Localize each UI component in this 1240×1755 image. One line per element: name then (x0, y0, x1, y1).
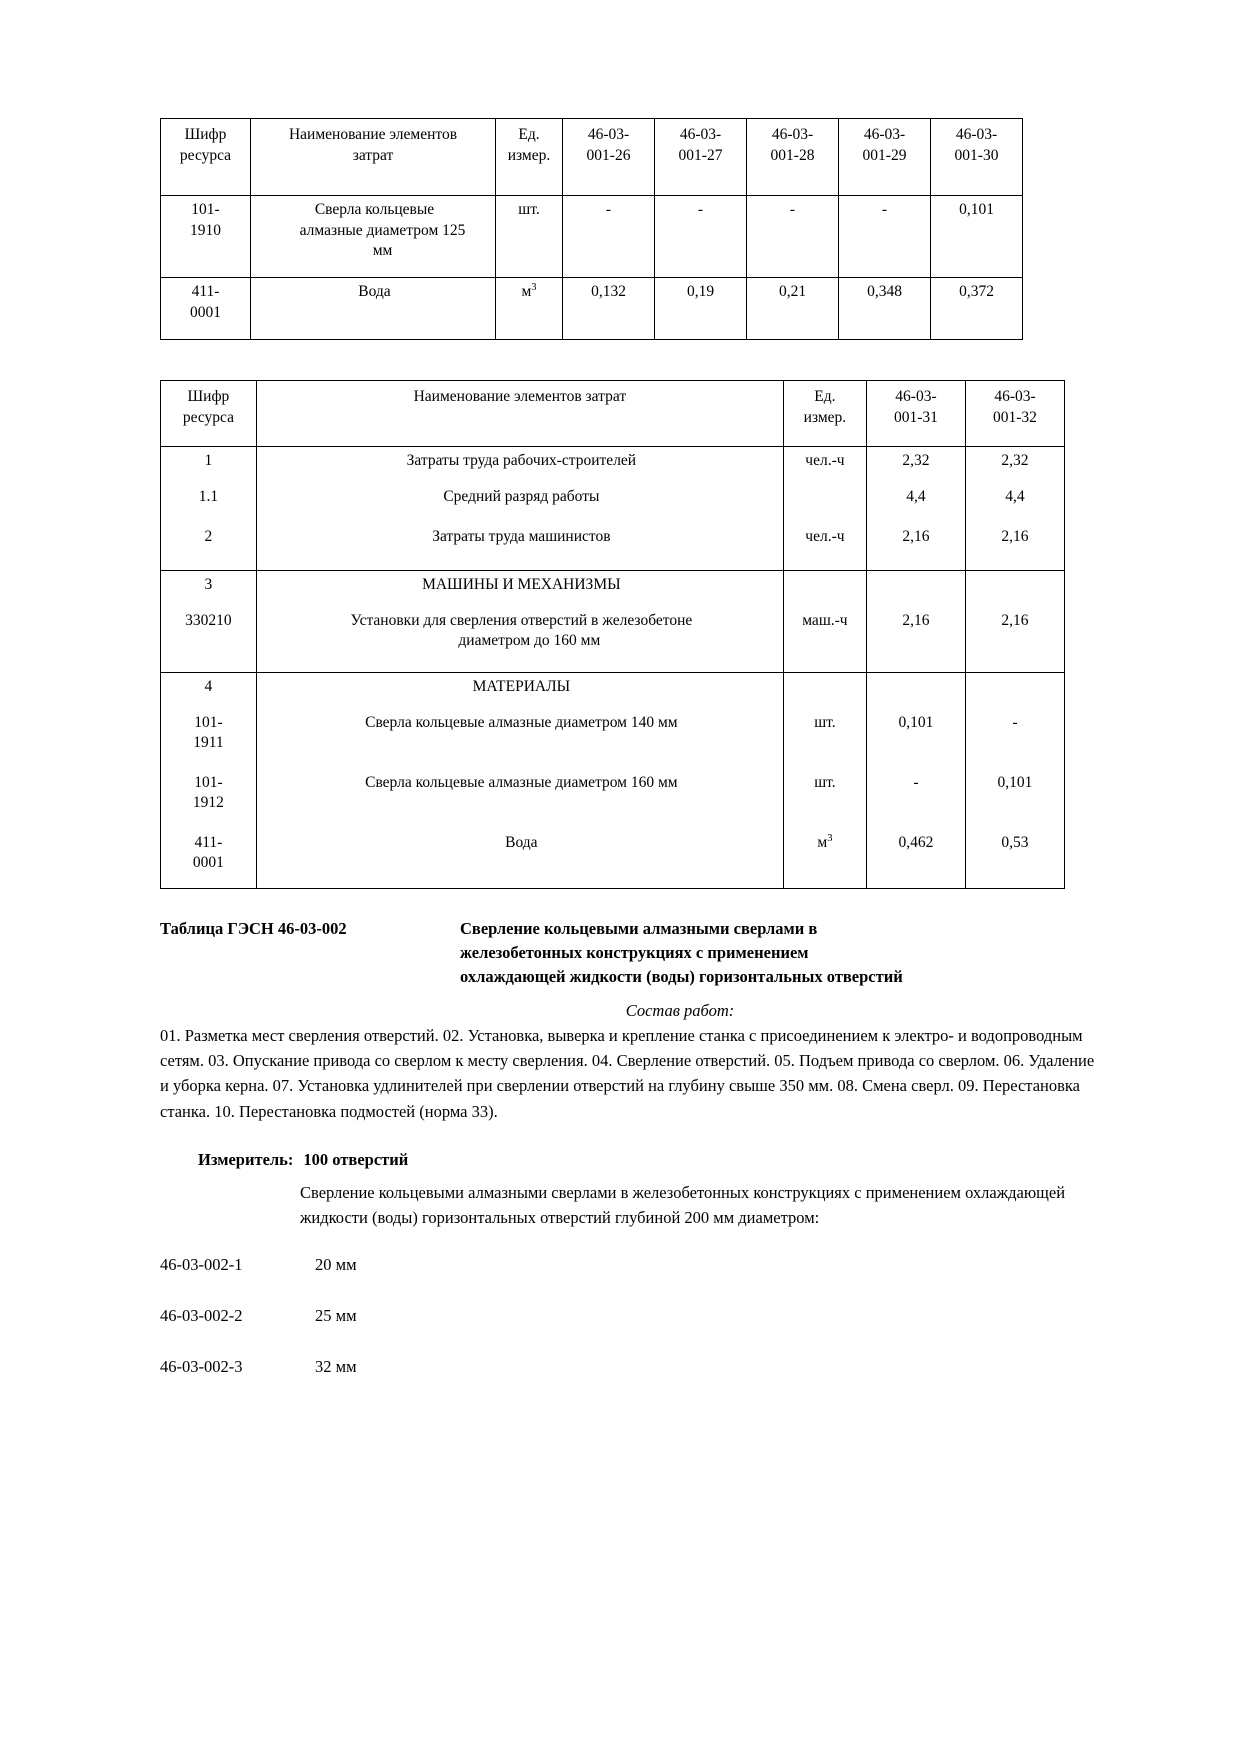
cell-value-27: 0,19 (655, 278, 747, 340)
cell-unit: шт. (783, 769, 866, 829)
izmeritel-row (160, 1150, 1080, 1170)
header-cell-unit: Ед. измер. (496, 119, 563, 196)
cell-element-name: Установки для сверления отверстий в железобетоне диаметром до 160 мм (256, 607, 783, 673)
cell-value-28: - (747, 196, 839, 278)
cell-value-29: 0,348 (839, 278, 931, 340)
table-row (161, 607, 1065, 673)
table-row (161, 769, 1065, 829)
cell-unit (783, 483, 866, 523)
izmeritel-value: 100 отверстий (303, 1149, 409, 1169)
cell-value-31 (866, 673, 965, 709)
cell-section-heading: МАТЕРИАЛЫ (256, 673, 783, 709)
cell-element-name: Затраты труда машинистов (256, 523, 783, 571)
cell-unit (783, 571, 866, 607)
norm-code: 46-03-002-1 (160, 1255, 243, 1275)
norm-value: 25 мм (315, 1305, 357, 1325)
cell-value-31: 2,16 (866, 607, 965, 673)
cell-value-32: 4,4 (965, 483, 1064, 523)
header-cell-resource-code: Шифр ресурса (161, 381, 257, 447)
cell-value-32 (965, 571, 1064, 607)
table-header-row (161, 119, 1023, 196)
section-title: Сверление кольцевыми алмазными сверлами в железобетонных конструкциях с применением охлаждающей жидкости (воды) горизонтальных отверстий (460, 919, 903, 987)
cell-value-28: 0,21 (747, 278, 839, 340)
norm-value: 32 мм (315, 1356, 357, 1376)
cell-resource-code: 1.1 (161, 483, 257, 523)
header-cell-unit: Ед. измер. (783, 381, 866, 447)
sostav-rabot-text: 01. Разметка мест сверления отверстий. 02. Установка, выверка и крепление станка с присоединением к электро- и водопроводным сетям. 03. Опускание привода со сверлом к месту сверления. 04. Сверление отверстий. 05. Подъем привода со сверлом. 06. Удаление и уборка керна. 07. Установка удлинителей при сверлении отверстий на глубину свыше 350 мм. 08. Смена сверл. 09. Перестановка станка. 10. Перестановка подмостей (норма 33). (160, 1025, 1095, 1121)
cell-value-32: 2,32 (965, 447, 1064, 483)
cell-value-27: - (655, 196, 747, 278)
resource-table-1 (160, 118, 1023, 340)
table-row (161, 523, 1065, 571)
cell-value-32: 0,53 (965, 829, 1064, 889)
cell-value-26: - (563, 196, 655, 278)
cell-value-31: 2,32 (866, 447, 965, 483)
table-row (161, 278, 1023, 340)
cell-resource-code: 330210 (161, 607, 257, 673)
cell-value-29: - (839, 196, 931, 278)
header-cell-norm-30: 46-03- 001-30 (931, 119, 1023, 196)
header-cell-element-name: Наименование элементов затрат (251, 119, 496, 196)
table-row (161, 571, 1065, 607)
header-cell-norm-29: 46-03- 001-29 (839, 119, 931, 196)
header-cell-norm-27: 46-03- 001-27 (655, 119, 747, 196)
cell-value-32: 2,16 (965, 607, 1064, 673)
cell-value-31 (866, 571, 965, 607)
cell-element-name: Средний разряд работы (256, 483, 783, 523)
cell-value-31: 4,4 (866, 483, 965, 523)
cell-element-name: Сверла кольцевые алмазные диаметром 140 мм (256, 709, 783, 769)
sostav-rabot-label: Состав работ: (625, 1000, 735, 1020)
header-cell-norm-32: 46-03- 001-32 (965, 381, 1064, 447)
cell-unit: $м^3$ (783, 829, 866, 889)
norm-code-list (160, 1253, 1080, 1379)
cell-resource-code: 1 (161, 447, 257, 483)
list-item (160, 1304, 1080, 1329)
cell-resource-code: 101- 1910 (161, 196, 251, 278)
cell-element-name: Сверла кольцевые алмазные диаметром 160 мм (256, 769, 783, 829)
cell-element-name: Вода (251, 278, 496, 340)
cell-element-name: Вода (256, 829, 783, 889)
header-cell-resource-code: Шифр ресурса (161, 119, 251, 196)
cell-value-31: 2,16 (866, 523, 965, 571)
cell-unit: шт. (783, 709, 866, 769)
list-item (160, 1355, 1080, 1380)
table-row (161, 829, 1065, 889)
cell-unit: маш.-ч (783, 607, 866, 673)
table-row (161, 709, 1065, 769)
header-cell-norm-26: 46-03- 001-26 (563, 119, 655, 196)
table-spacer (160, 340, 1080, 380)
table-row (161, 196, 1023, 278)
cell-value-26: 0,132 (563, 278, 655, 340)
table-label: Таблица ГЭСН 46-03-002 (160, 919, 347, 939)
table-header-row (161, 381, 1065, 447)
cell-resource-code: 411- 0001 (161, 829, 257, 889)
cell-unit (783, 673, 866, 709)
header-cell-norm-31: 46-03- 001-31 (866, 381, 965, 447)
cell-value-32: - (965, 709, 1064, 769)
header-cell-element-name: Наименование элементов затрат (256, 381, 783, 447)
cell-unit: шт. (496, 196, 563, 278)
cell-value-31: 0,101 (866, 709, 965, 769)
cell-unit: чел.-ч (783, 523, 866, 571)
cell-value-30: 0,372 (931, 278, 1023, 340)
list-item (160, 1253, 1080, 1278)
cell-resource-code: 4 (161, 673, 257, 709)
table-row (161, 483, 1065, 523)
cell-resource-code: 101- 1911 (161, 709, 257, 769)
cell-value-32: 2,16 (965, 523, 1064, 571)
table-row (161, 447, 1065, 483)
cell-unit: $м^3$ (496, 278, 563, 340)
cell-resource-code: 2 (161, 523, 257, 571)
table-row (161, 673, 1065, 709)
cell-resource-code: 411- 0001 (161, 278, 251, 340)
norm-value: 20 мм (315, 1255, 357, 1275)
cell-resource-code: 3 (161, 571, 257, 607)
cell-element-name: Затраты труда рабочих-строителей (256, 447, 783, 483)
cell-value-31: 0,462 (866, 829, 965, 889)
header-cell-norm-28: 46-03- 001-28 (747, 119, 839, 196)
cell-value-31: - (866, 769, 965, 829)
izmeritel-label: Измеритель: (198, 1149, 294, 1169)
norm-code: 46-03-002-2 (160, 1305, 243, 1325)
cell-value-30: 0,101 (931, 196, 1023, 278)
cell-element-name: Сверла кольцевые алмазные диаметром 125 мм (251, 196, 496, 278)
cell-value-32: 0,101 (965, 769, 1064, 829)
cell-value-32 (965, 673, 1064, 709)
section-heading (160, 917, 1080, 989)
resource-table-2 (160, 380, 1065, 889)
work-description: Сверление кольцевыми алмазными сверлами в железобетонных конструкциях с применением охлаждающей жидкости (воды) горизонтальных отверстий глубиной 200 мм диаметром: (300, 1182, 1066, 1228)
cell-unit: чел.-ч (783, 447, 866, 483)
norm-code: 46-03-002-3 (160, 1356, 243, 1376)
cell-resource-code: 101- 1912 (161, 769, 257, 829)
cell-section-heading: МАШИНЫ И МЕХАНИЗМЫ (256, 571, 783, 607)
page-content (160, 118, 1095, 1405)
